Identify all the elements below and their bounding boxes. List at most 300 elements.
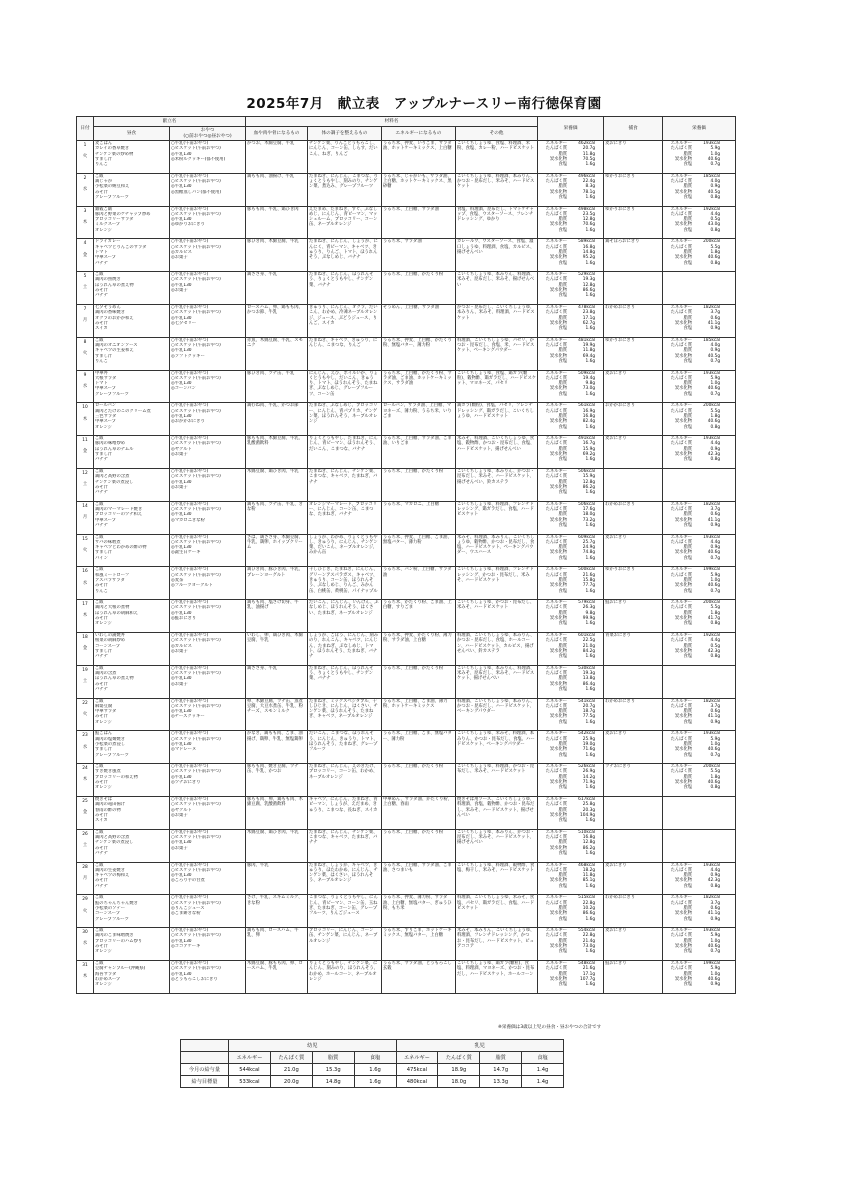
lunch-item: 焼きそば xyxy=(95,796,113,802)
nutrition2-grid xyxy=(664,699,734,725)
energy-text: うるち米、パン粉、上白糖、サラダ油 xyxy=(383,567,452,578)
nutrition-grid xyxy=(539,305,602,331)
other-text: 料理酒、こいくちしょうゆ、本みりん、かつお・昆布だし、食塩、ホールコーン、ハードビスケット、カルピス、揚げせんべい、鈴カステラ xyxy=(457,632,535,654)
energy-text: うるち米、上白糖、かたくり粉、サラダ油、ごま油、ホットケーキミックス、サラダ油 xyxy=(383,370,452,387)
nutrition2-grid xyxy=(664,207,734,233)
supplement-cell: 麦おにぎり xyxy=(604,928,663,961)
weekday: 水 xyxy=(82,580,88,586)
snack-item: ◎黒糖蒸しパン(都不使用) xyxy=(171,189,222,195)
header-body: 体の調子を整えるもの xyxy=(308,127,382,141)
nutrition-grid xyxy=(539,535,602,561)
nutrition2-grid xyxy=(664,764,734,790)
supplement-cell: 鶏そぼろおにぎり xyxy=(604,239,663,272)
lunch-item: 鶏肉のオニオンソース xyxy=(95,343,138,349)
blood-text: 鶏ささ身、牛乳 xyxy=(247,665,278,671)
snack-item: ◎カルピス xyxy=(171,249,192,255)
nutrition-value: 40.6g xyxy=(707,386,721,392)
nutrition-grid xyxy=(539,272,602,298)
lunch-item: すまし汁 xyxy=(95,156,113,162)
nutrition-label: 炭水化物 xyxy=(549,419,568,425)
nutrition-label: 食塩 xyxy=(558,719,568,725)
lunch-item: すまし汁 xyxy=(95,550,113,556)
other-cell xyxy=(456,173,538,206)
nutrition2-cell xyxy=(663,534,736,567)
energy-text: うるち米、押麦、上白糖、ごま油、無塩バター、薄力粉 xyxy=(383,534,452,545)
blood-text: 鶏もも肉、塩さけ切身、牛乳、油揚げ xyxy=(247,600,299,611)
nutrition-value: 541kcal xyxy=(578,698,596,704)
nutrition-label: たんぱく質 xyxy=(545,966,568,972)
nutrition-value: 13.8g xyxy=(582,676,596,682)
supplement-cell: ゆかりおにぎり xyxy=(604,173,663,206)
nutrition-value: 42.3g xyxy=(707,452,721,458)
snack-cell xyxy=(170,403,246,436)
lunch-item: 豆腐チャンプルー(沖縄県) xyxy=(95,966,146,972)
day-row xyxy=(77,829,736,862)
nutrition-label: 脂質 xyxy=(683,971,693,977)
lunch-item: サバの味噌煮 xyxy=(95,539,121,545)
energy-text: うるち米、上白糖、かたくり粉 xyxy=(383,829,444,835)
lunch-cell xyxy=(94,796,170,829)
nutrition-label: 炭水化物 xyxy=(549,714,568,720)
nutrition-value: 15.9g xyxy=(582,446,596,452)
nutrition-grid xyxy=(539,633,602,659)
snack-item: ○ビスケット(午前おやつ) xyxy=(171,146,221,152)
nutrition-label: 脂質 xyxy=(683,512,693,518)
nutrition-value: 41.1g xyxy=(707,320,721,326)
snack-item: ○牛乳(午前おやつ) xyxy=(171,698,209,704)
other-cell xyxy=(456,862,538,895)
lunch-item: グレープフルーツ xyxy=(95,752,129,758)
other-cell xyxy=(456,272,538,305)
nutrition-grid xyxy=(539,403,602,429)
summary-col-header: 食塩 xyxy=(522,1052,564,1064)
snack-item: ○ビスケット(午前おやつ) xyxy=(171,474,221,480)
nutrition-value: 12.8g xyxy=(582,479,596,485)
nutrition-value: 3.7g xyxy=(710,507,721,513)
energy-cell xyxy=(382,600,456,633)
nutrition-value: 0.8g xyxy=(710,785,721,791)
weekday: 月 xyxy=(82,875,88,881)
energy-text: うるち米、かたくり粉、ごま油、上白糖、すりごま xyxy=(383,600,452,611)
blood-text: さば、鶏ささ身、木綿豆腐、牛乳、鶏卵、ホイップクリーム xyxy=(247,534,303,551)
nutrition-value: 25.9g xyxy=(582,736,596,742)
nutrition-value: 11.8g xyxy=(582,873,596,879)
lunch-cell xyxy=(94,501,170,534)
blood-cell xyxy=(246,829,308,862)
nutrition-value: 62.7g xyxy=(582,320,596,326)
nutrition-label: 食塩 xyxy=(558,916,568,922)
body-cell xyxy=(308,272,382,305)
blood-text: 鶏もも肉、ツナ缶、牛乳、きな粉 xyxy=(247,501,303,513)
snack-cell xyxy=(170,239,246,272)
snack-item: ◎お菓子 xyxy=(171,452,188,458)
nutrition-label: 脂質 xyxy=(683,545,693,551)
blood-text: かなぎ、鶏もも肉、ごま、油揚げ、鶏卵、牛乳、無塩鶏卵 xyxy=(247,731,303,742)
body-text: だいこん、こまつな、ほうれんそう、にんじん、きゅうり、トマト、ほうれんそう、たまねぎ、グレープフルーツ xyxy=(309,731,378,753)
snack-item: ◎麦茶 xyxy=(171,577,184,583)
summary-col-header: エネルギー xyxy=(229,1052,271,1064)
nutrition-grid xyxy=(539,174,602,200)
nutrition-label: 炭水化物 xyxy=(674,320,693,326)
nutrition2-grid xyxy=(664,928,734,954)
nutrition-label: 食塩 xyxy=(683,785,693,791)
page-title: 2025年7月 献立表 アップルナースリー南行徳保育園 xyxy=(246,96,602,112)
nutrition-value: 200kcal xyxy=(703,600,721,606)
nutrition-label: たんぱく質 xyxy=(545,867,568,873)
snack-item: ◎牛乳130 xyxy=(171,381,192,387)
nutrition2-cell xyxy=(663,796,736,829)
nutrition-label: 食塩 xyxy=(683,326,693,332)
nutrition-label: たんぱく質 xyxy=(545,441,568,447)
nutrition-value: 0.9g xyxy=(710,719,721,725)
nutrition-value: 4.4g xyxy=(710,211,721,217)
lunch-item: わかめスープ xyxy=(95,976,121,982)
nutrition-label: たんぱく質 xyxy=(545,638,568,644)
snack-item: ◎お菓子 xyxy=(171,288,188,294)
day-number: 18 xyxy=(82,634,88,640)
nutrition-value: 192kcal xyxy=(703,632,721,638)
body-text: ブロッコリー、にんじん、コーン缶、チンゲン菜、にんじん、ネーブルオレンジ xyxy=(309,928,378,944)
energy-cell xyxy=(382,272,456,305)
summary-row xyxy=(181,1076,564,1088)
nutrition-label: 炭水化物 xyxy=(674,648,693,654)
nutrition2-cell xyxy=(663,206,736,239)
energy-text: うるち米、じゃがいも、サラダ油、上白糖、ホットケーキミックス、黒砂糖 xyxy=(383,173,452,190)
snack-item: ◎牛乳130 xyxy=(171,610,192,616)
lunch-cell xyxy=(94,239,170,272)
snack-cell xyxy=(170,960,246,993)
nutrition-value: 4.0g xyxy=(710,179,721,185)
nutrition-label: エネルギー xyxy=(545,337,568,343)
nutrition-value: 86.6g xyxy=(582,288,596,294)
lunch-item: 麻婆豆腐 xyxy=(95,703,113,709)
lunch-item: ご飯 xyxy=(95,960,104,966)
nutrition-label: 食塩 xyxy=(683,719,693,725)
day-number: 14 xyxy=(82,503,88,509)
body-text: だいこん、にんじん、いんげん、ぶなしめじ、ほうれんそう、はくさい、たまねぎ、ネーブルオレンジ xyxy=(309,600,379,616)
lunch-item: ご飯 xyxy=(95,698,104,704)
nutrition-value: 21.4g xyxy=(582,938,596,944)
nutrition-label: 脂質 xyxy=(558,512,568,518)
nutrition-label: たんぱく質 xyxy=(545,572,568,578)
lunch-item: ご飯 xyxy=(95,567,104,573)
nutrition-value: 85.1g xyxy=(582,878,596,884)
snack-item: ○牛乳(午前おやつ) xyxy=(171,895,209,901)
nutrition2-cell xyxy=(663,239,736,272)
nutrition-label: 炭水化物 xyxy=(549,320,568,326)
nutrition-value: 0.6g xyxy=(710,709,721,715)
body-cell xyxy=(308,895,382,928)
day-cell xyxy=(77,698,94,731)
other-text: こいくちしょうゆ、料理酒、かつお・昆布だし、米みそ、ハードビスケット xyxy=(457,764,535,775)
lunch-item: 鶏肉の生姜焼き xyxy=(95,867,126,873)
nutrition-value: 1.0g xyxy=(710,971,721,977)
nutrition-label: 炭水化物 xyxy=(674,976,693,982)
lunch-item: ブロッコリーの和え物 xyxy=(95,774,138,780)
day-cell xyxy=(77,239,94,272)
body-cell xyxy=(308,206,382,239)
lunch-item: オクラのおかか和え xyxy=(95,315,134,321)
body-cell xyxy=(308,731,382,764)
supplement-cell: わかめおにぎり xyxy=(604,304,663,337)
nutrition-cell xyxy=(538,895,604,928)
nutrition-value: 5.9g xyxy=(710,966,721,972)
nutrition-value: 542kcal xyxy=(578,731,596,737)
nutrition-value: 1.6g xyxy=(585,260,596,266)
nutrition-value: 0.7g xyxy=(710,391,721,397)
blood-cell xyxy=(246,764,308,797)
day-row xyxy=(77,468,736,501)
snack-item: ◎チーズクッキー xyxy=(171,714,205,720)
lunch-item: ご飯 xyxy=(95,534,104,540)
nutrition-value: 26.3g xyxy=(582,605,596,611)
snack-cell xyxy=(170,206,246,239)
nutrition-label: 炭水化物 xyxy=(674,878,693,884)
blood-text: 豚もも肉、焼き豆腐、ツナ缶、牛乳、かつお xyxy=(247,764,299,775)
nutrition-label: エネルギー xyxy=(670,239,693,245)
nutrition-label: たんぱく質 xyxy=(545,474,568,480)
snack-item: ◎牛乳130 xyxy=(171,413,192,419)
nutrition-label: エネルギー xyxy=(670,173,693,179)
nutrition-value: 0.8g xyxy=(710,654,721,660)
nutrition-label: エネルギー xyxy=(670,862,693,868)
nutrition-label: 食塩 xyxy=(558,227,568,233)
header-snack: おやつ (○前おやつ◎昼おやつ) xyxy=(170,127,246,141)
summary-group-infant: 乳児 xyxy=(396,1040,564,1052)
nutrition-label: 脂質 xyxy=(558,315,568,321)
nutrition-value: 95.2g xyxy=(582,255,596,261)
nutrition-value: 185kcal xyxy=(703,173,721,179)
nutrition-label: 食塩 xyxy=(558,883,568,889)
nutrition-value: 84.2g xyxy=(582,648,596,654)
nutrition-label: エネルギー xyxy=(670,534,693,540)
nutrition-label: 食塩 xyxy=(558,555,568,561)
nutrition-value: 0.6g xyxy=(710,512,721,518)
nutrition-value: 5.9g xyxy=(710,572,721,578)
day-number: 26 xyxy=(82,831,88,837)
nutrition-value: 0.8g xyxy=(710,424,721,430)
snack-item: ○ビスケット(午前おやつ) xyxy=(171,343,221,349)
nutrition-label: たんぱく質 xyxy=(545,900,568,906)
nutrition-value: 70.5g xyxy=(582,156,596,162)
blood-cell xyxy=(246,665,308,698)
body-text: たまねぎ、にんじん、しょうが、にんにく、青ピーマン、キャベツ、きゅうり、りんご、トマト、ほうれんそう、ぶなしめじ、バナナ xyxy=(309,239,378,261)
day-cell xyxy=(77,928,94,961)
body-text: にんじん、えび、ボイルいか、りょくとうもやし、だいこん、きゅうり、トマト、ほうれんそう、たまねぎ、ぶなしめじ、グレープフルーツ、コーン缶 xyxy=(309,370,378,397)
other-text: 鶏ガラ(顆粒)、食塩、パセリ、フレンチドレッシング、鶏ガラだし、こいくちしょうゆ、ハードビスケット xyxy=(457,403,534,419)
nutrition-value: 1.6g xyxy=(585,621,596,627)
summary-value: 480kcal xyxy=(396,1076,438,1088)
lunch-item: ご飯 xyxy=(95,764,104,770)
day-cell xyxy=(77,665,94,698)
nutrition-label: 炭水化物 xyxy=(549,845,568,851)
nutrition-value: 41.1g xyxy=(707,911,721,917)
nutrition-value: 5.5g xyxy=(710,769,721,775)
nutrition-label: 脂質 xyxy=(558,446,568,452)
day-number: 9 xyxy=(83,372,87,378)
body-cell xyxy=(308,436,382,469)
blood-cell xyxy=(246,632,308,665)
snack-item: ◎牛乳130 xyxy=(171,315,192,321)
nutrition-label: 食塩 xyxy=(683,358,693,364)
other-cell xyxy=(456,600,538,633)
lunch-item: 和風ミートローフ xyxy=(95,572,130,578)
nutrition-value: 41.1g xyxy=(707,517,721,523)
nutrition-value: 40.6g xyxy=(707,419,721,425)
day-number: 29 xyxy=(82,897,88,903)
nutrition-value: 561kcal xyxy=(578,403,596,409)
snack-item: ○ビスケット(午前おやつ) xyxy=(171,933,221,939)
snack-item: ○牛乳(午前おやつ) xyxy=(171,337,209,343)
day-row xyxy=(77,960,736,993)
nutrition-value: 9.8g xyxy=(585,610,596,616)
nutrition-label: たんぱく質 xyxy=(670,211,693,217)
snack-cell xyxy=(170,829,246,862)
energy-cell xyxy=(382,403,456,436)
day-cell xyxy=(77,796,94,829)
lunch-item: ご飯 xyxy=(95,600,104,606)
snack-item: ○牛乳(午前おやつ) xyxy=(171,370,209,376)
lunch-item: いわしの蒲焼丼 xyxy=(95,632,126,638)
other-cell xyxy=(456,501,538,534)
nutrition-label: 食塩 xyxy=(558,686,568,692)
nutrition-value: 15.9g xyxy=(582,474,596,480)
nutrition-grid xyxy=(539,895,602,921)
nutrition-label: 炭水化物 xyxy=(674,911,693,917)
nutrition-label: 脂質 xyxy=(558,545,568,551)
summary-col-header: 脂質 xyxy=(480,1052,522,1064)
snack-item: ◎ツナおにぎり xyxy=(171,780,201,786)
snack-item: ◎ゆかりおにぎり xyxy=(171,222,205,228)
nutrition-value: 5.5g xyxy=(710,408,721,414)
nutrition-label: たんぱく質 xyxy=(545,835,568,841)
nutrition-label: 脂質 xyxy=(558,479,568,485)
snack-item: ○ビスケット(午前おやつ) xyxy=(171,802,221,808)
snack-item: ○牛乳(午前おやつ) xyxy=(171,665,209,671)
nutrition-value: 1.6g xyxy=(585,194,596,200)
snack-item: ◎牛乳130 xyxy=(171,938,192,944)
nutrition-label: たんぱく質 xyxy=(670,441,693,447)
snack-cell xyxy=(170,468,246,501)
nutrition-cell xyxy=(538,206,604,239)
nutrition-value: 16.8g xyxy=(582,413,596,419)
nutrition-value: 0.9g xyxy=(710,545,721,551)
nutrition-value: 86.4g xyxy=(582,681,596,687)
lunch-item: ブロッコリーのハム炒り xyxy=(95,938,143,944)
other-cell xyxy=(456,665,538,698)
nutrition-label: 脂質 xyxy=(558,905,568,911)
weekday: 金 xyxy=(82,449,88,455)
nutrition-value: 14.8g xyxy=(582,249,596,255)
snack-item: ○ビスケット(午前おやつ) xyxy=(171,835,221,841)
nutrition-label: たんぱく質 xyxy=(545,277,568,283)
nutrition-label: エネルギー xyxy=(670,370,693,376)
lunch-item: キャベツの生姜和え xyxy=(95,348,134,354)
nutrition-label: 炭水化物 xyxy=(674,550,693,556)
nutrition-label: たんぱく質 xyxy=(545,605,568,611)
lunch-item: チンゲン菜の煮浸し xyxy=(95,479,134,485)
energy-text: そうめん、上白糖、サラダ油 xyxy=(383,304,440,310)
snack-item: ○牛乳(午前おやつ) xyxy=(171,862,209,868)
energy-cell xyxy=(382,731,456,764)
snack-item: ○牛乳(午前おやつ) xyxy=(171,731,209,737)
lunch-item: バナナ xyxy=(95,850,108,856)
nutrition-label: エネルギー xyxy=(670,141,693,146)
summary-value: 18.0g xyxy=(438,1076,480,1088)
nutrition-value: 609kcal xyxy=(578,534,596,540)
other-cell xyxy=(456,206,538,239)
blood-text: 豚肉、牛乳 xyxy=(247,862,269,868)
blood-text: 鶏もも肉、油揚げ、牛乳 xyxy=(247,173,295,179)
nutrition-label: 脂質 xyxy=(683,348,693,354)
weekday: 水 xyxy=(82,941,88,947)
nutrition-grid xyxy=(539,863,602,889)
snack-item: ◎おかかおにぎり xyxy=(171,419,205,425)
lunch-item: ご飯 xyxy=(95,436,104,442)
supplement-cell xyxy=(604,665,663,698)
nutrition-grid xyxy=(539,830,602,856)
nutrition-value: 1.6g xyxy=(585,227,596,233)
nutrition-label: 炭水化物 xyxy=(549,255,568,261)
nutrition-value: 1.6g xyxy=(585,293,596,299)
nutrition2-grid xyxy=(664,502,734,528)
nutrition-grid xyxy=(539,371,602,397)
nutrition2-cell xyxy=(663,370,736,403)
nutrition-grid xyxy=(539,469,602,495)
lunch-item: 小松菜の煮浸し xyxy=(95,741,126,747)
nutrition-label: エネルギー xyxy=(545,141,568,146)
summary-value: 1.4g xyxy=(522,1076,564,1088)
lunch-cell xyxy=(94,632,170,665)
nutrition-value: 74.8g xyxy=(582,550,596,556)
nutrition-value: 5.9g xyxy=(710,375,721,381)
blood-text: 豚ひき肉、ツナ缶、牛乳 xyxy=(247,370,295,376)
lunch-cell xyxy=(94,600,170,633)
nutrition-label: 脂質 xyxy=(558,282,568,288)
supplement-cell: 麦おにぎり xyxy=(604,370,663,403)
nutrition-label: 炭水化物 xyxy=(549,976,568,982)
nutrition-label: 脂質 xyxy=(683,151,693,157)
nutrition-label: 食塩 xyxy=(558,785,568,791)
lunch-item: すまし汁 xyxy=(95,452,113,458)
nutrition-label: 脂質 xyxy=(558,676,568,682)
nutrition-value: 20.3g xyxy=(582,807,596,813)
weekday: 月 xyxy=(82,318,88,324)
nutrition-value: 86.2g xyxy=(582,484,596,490)
lunch-item: コーンスープ xyxy=(95,643,121,649)
day-cell xyxy=(77,436,94,469)
nutrition-label: 炭水化物 xyxy=(549,484,568,490)
nutrition-value: 500kcal xyxy=(578,567,596,573)
day-cell xyxy=(77,337,94,370)
nutrition-label: 脂質 xyxy=(558,577,568,583)
other-text: カレールウ、ウスターソース、食塩、濃口しょうゆ、料理酒、食塩、カルピス、揚げせんべい xyxy=(457,239,535,255)
blood-text: 鶏むね肉、牛乳、かつお節 xyxy=(247,403,299,409)
nutrition-label: 炭水化物 xyxy=(549,812,568,818)
nutrition-value: 40.6g xyxy=(707,944,721,950)
nutrition-label: たんぱく質 xyxy=(545,408,568,414)
nutrition-value: 21.6g xyxy=(582,572,596,578)
energy-text: うるち米、上白糖、サラダ油、ごま油、いりごま xyxy=(383,436,452,447)
energy-text: うるち米、押麦、かたくり粉、薄力粉、サラダ油、上白糖 xyxy=(383,632,452,644)
summary-row-label: 今月の給与量 xyxy=(181,1064,229,1076)
nutrition-label: エネルギー xyxy=(545,403,568,409)
day-number: 16 xyxy=(82,569,88,575)
nutrition-value: 481kcal xyxy=(578,337,596,343)
summary-value: 20.0g xyxy=(270,1076,312,1088)
nutrition-value: 478kcal xyxy=(578,304,596,310)
lunch-item: バナナ xyxy=(95,457,108,463)
